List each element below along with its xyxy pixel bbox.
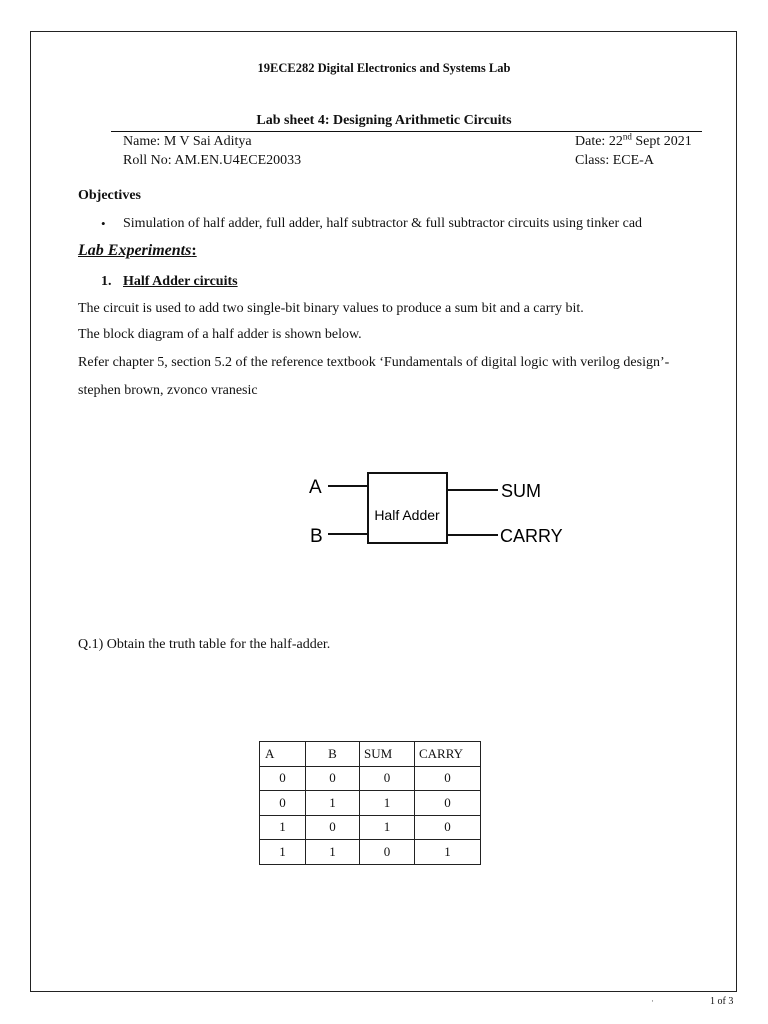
question-1: Q.1) Obtain the truth table for the half-adder. (78, 637, 331, 652)
table-row (260, 840, 481, 865)
truth-table (259, 741, 481, 865)
input-b-label: B (310, 526, 323, 547)
objectives-heading: Objectives (78, 188, 141, 203)
paragraph-3-line-2: stephen brown, zvonco vranesic (78, 383, 258, 398)
date (575, 131, 692, 150)
table-cell: 0 (260, 791, 306, 816)
table-cell: 0 (415, 791, 481, 816)
table-cell: 0 (260, 766, 306, 791)
lab-experiments-label: Lab Experiments (78, 242, 192, 259)
table-cell: 0 (415, 766, 481, 791)
date-superscript: nd (622, 131, 632, 142)
page-number: 1 of 3 (710, 996, 734, 1007)
paragraph-2: The block diagram of a half adder is shown below. (78, 327, 362, 342)
table-cell: 1 (306, 791, 360, 816)
table-cell: 1 (260, 840, 306, 865)
sum-label: SUM (501, 481, 541, 501)
title-divider (111, 131, 702, 132)
course-title: 19ECE282 Digital Electronics and Systems Lab (257, 61, 511, 75)
table-header-row (260, 742, 481, 767)
student-name: Name: M V Sai Aditya (123, 134, 252, 149)
table-row (260, 766, 481, 791)
section-number: 1. (101, 274, 112, 289)
half-adder-block-diagram (300, 465, 563, 555)
table-cell: 0 (360, 766, 415, 791)
table-cell: 0 (306, 766, 360, 791)
carry-label: CARRY (500, 526, 563, 546)
objective-item: Simulation of half adder, full adder, half subtractor & full subtractor circuits using tinker cad (123, 216, 643, 231)
table-cell: 1 (260, 815, 306, 840)
lab-sheet-title: Lab sheet 4: Designing Arithmetic Circuits (256, 113, 512, 128)
table-cell: 0 (306, 815, 360, 840)
table-row (260, 791, 481, 816)
table-cell: 1 (415, 840, 481, 865)
date-suffix: Sept 2021 (631, 134, 692, 149)
table-cell: 1 (360, 815, 415, 840)
class-label: Class: ECE-A (575, 153, 654, 168)
bullet-icon: • (101, 216, 106, 231)
paragraph-1: The circuit is used to add two single-bit binary values to produce a sum bit and a carry bit. (78, 301, 584, 316)
header-b: B (306, 742, 360, 767)
table-cell: 1 (360, 791, 415, 816)
table-row (260, 815, 481, 840)
input-a-label: A (309, 477, 322, 498)
lab-experiments-heading (78, 242, 197, 260)
header-a: A (260, 742, 306, 767)
footer-dot: · (651, 996, 654, 1006)
header-sum: SUM (360, 742, 415, 767)
section-title: Half Adder circuits (123, 274, 238, 289)
roll-number: Roll No: AM.EN.U4ECE20033 (123, 153, 302, 168)
header-carry: CARRY (415, 742, 481, 767)
date-prefix: Date: 22 (575, 134, 623, 149)
table-cell: 0 (360, 840, 415, 865)
paragraph-3-line-1: Refer chapter 5, section 5.2 of the reference textbook ‘Fundamentals of digital logic with verilog design’- (78, 355, 670, 370)
block-label: Half Adder (374, 507, 440, 523)
lab-experiments-colon: : (191, 242, 197, 259)
table-cell: 0 (415, 815, 481, 840)
table-cell: 1 (306, 840, 360, 865)
